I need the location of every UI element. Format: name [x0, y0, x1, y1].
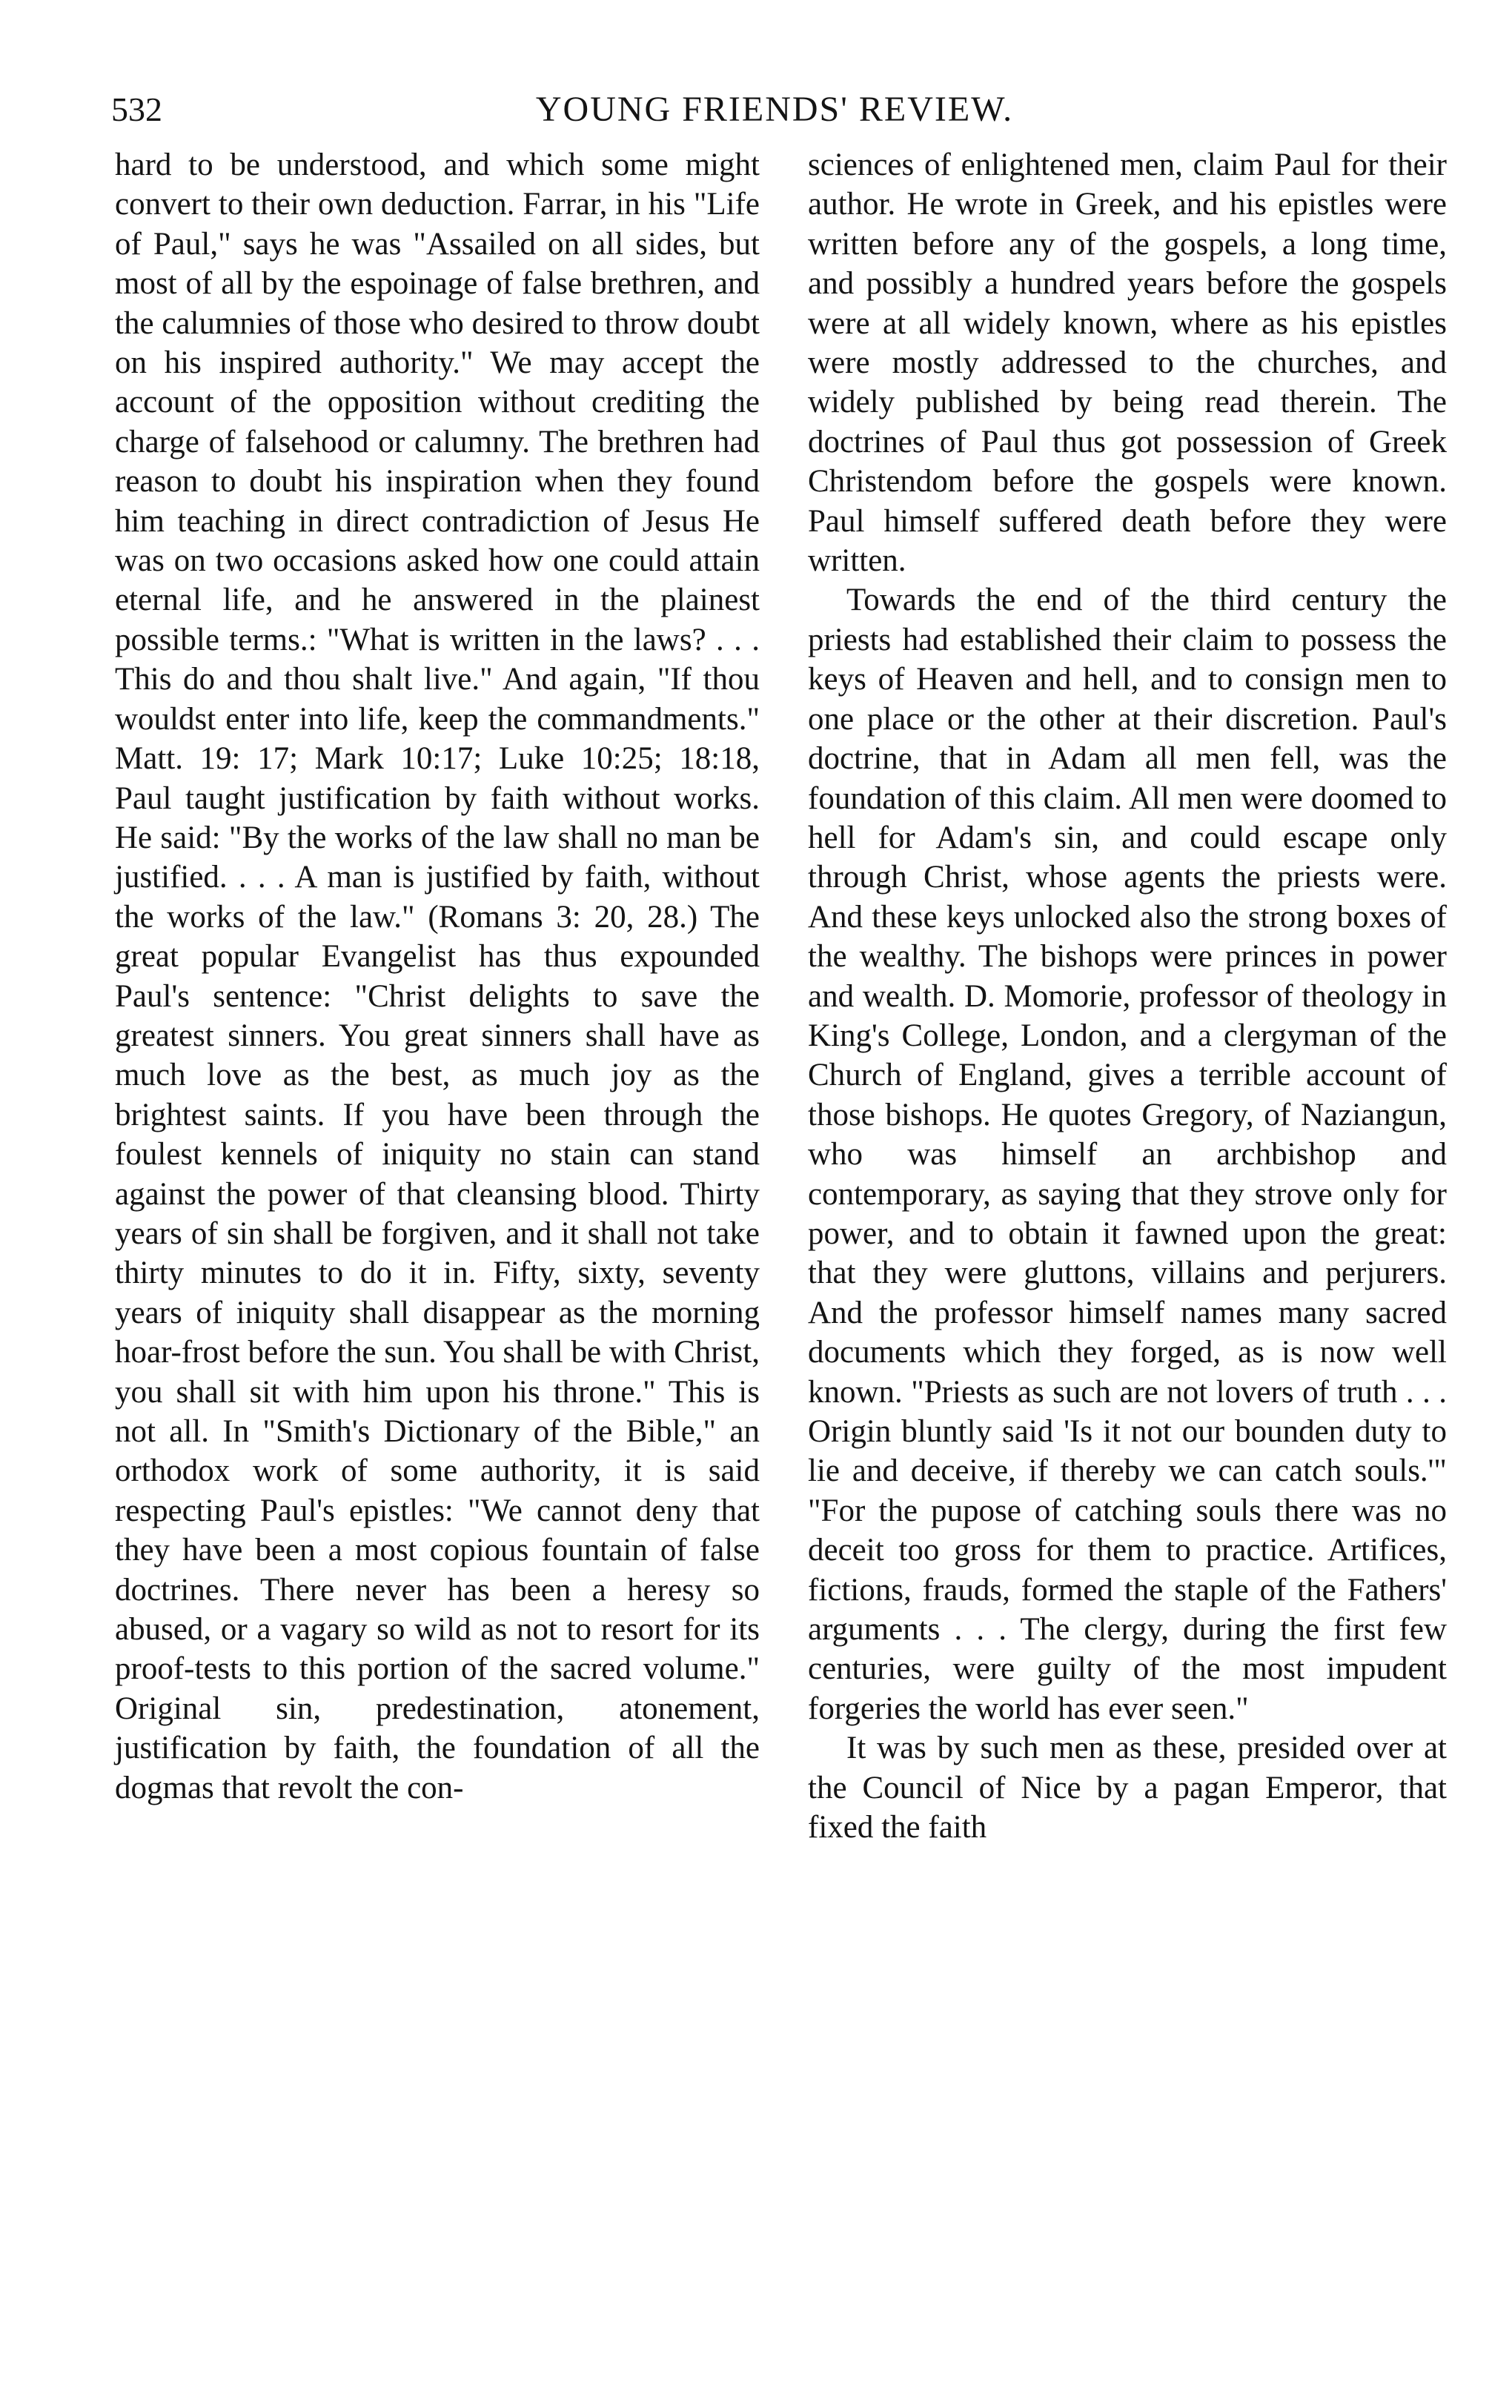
paragraph: Towards the end of the third century the priests had established their claim to possess the keys of Heaven and hell, and to consign men to one place or the other at their discretion. Paul's doctrine, that in Adam all men fell, was the foundation of this claim. All men were doomed to hell for Adam's sin, and could escape only through Christ, whose agents the priests were. And these keys unlocked also the strong boxes of the wealthy. The bishops were princes in power and wealth. D. Momorie, professor of theology in King's College, London, and a clergyman of the Church of England, gives a terrible account of those bishops. He quotes Gregory, of Naziangun, who was himself an archbishop and contemporary, as saying that they strove only for power, and to obtain it fawned upon the great: that they were gluttons, villains and perjurers. And the professor himself names many sacred documents which they forged, as is now well known. "Priests as such are not lovers of truth . . . Origin bluntly said 'Is it not our bounden duty to lie and deceive, if thereby we can catch souls.'" "For the pupose of catching souls there was no deceit too gross for them to practice. Artifices, fictions, frauds, formed the staple of the Fathers' arguments . . . The clergy, during the first few centuries, were guilty of the most impudent forgeries the world has ever seen.": [808, 583, 1447, 1726]
left-column: [115, 145, 760, 1808]
paragraph: sciences of enlightened men, claim Paul for their author. He wrote in Greek, and his epistles were written before any of the gospels, a long time, and possibly a hundred years before the gospels were at all widely known, where as his epistles were mostly addressed to the churches, and widely published by being read therein. The doctrines of Paul thus got possession of Greek Christendom before the gospels were known. Paul himself suffered death before they were written.: [808, 147, 1447, 579]
right-column: [808, 145, 1447, 1847]
running-title: YOUNG FRIENDS' REVIEW.: [535, 90, 1014, 129]
paragraph: hard to be understood, and which some might convert to their own deduction. Farrar, in his "Life of Paul," says he was "Assailed on all sides, but most of all by the espoinage of false brethren, and the calumnies of those who desired to throw doubt on his inspired authority." We may accept the account of the opposition without crediting the charge of falsehood or calumny. The brethren had reason to doubt his inspiration when they found him teaching in direct contradiction of Jesus He was on two occasions asked how one could attain eternal life, and he answered in the plainest possible terms.: "What is written in the laws? . . . This do and thou shalt live." And again, "If thou wouldst enter into life, keep the commandments." Matt. 19: 17; Mark 10:17; Luke 10:25; 18:18, Paul taught justification by faith without works. He said: "By the works of the law shall no man be justified. . . . A man is justified by faith, without the works of the law." (Romans 3: 20, 28.) The great popular Evangelist has thus expounded Paul's sentence: "Christ delights to save the greatest sinners. You great sinners shall have as much love as the best, as much joy as the brightest saints. If you have been through the foulest kennels of iniquity no stain can stand against the power of that cleansing blood. Thirty years of sin shall be forgiven, and it shall not take thirty minutes to do it in. Fifty, sixty, seventy years of iniquity shall disappear as the morning hoar-frost before the sun. You shall be with Christ, you shall sit with him upon his throne." This is not all. In "Smith's Dictionary of the Bible," an orthodox work of some authority, it is said respecting Paul's epistles: "We cannot deny that they have been a most copious fountain of false doctrines. There never has been a heresy so abused, or a vagary so wild as not to resort for its proof-tests to this portion of the sacred volume." Original sin, predestination, atonement, justification by faith, the foundation of all the dogmas that revolt the con-: [115, 147, 760, 1805]
paragraph: It was by such men as these, presided over at the Council of Nice by a pagan Emperor, that fixed the faith: [808, 1731, 1447, 1845]
page-number: 532: [111, 90, 162, 128]
running-header: [111, 80, 1438, 139]
